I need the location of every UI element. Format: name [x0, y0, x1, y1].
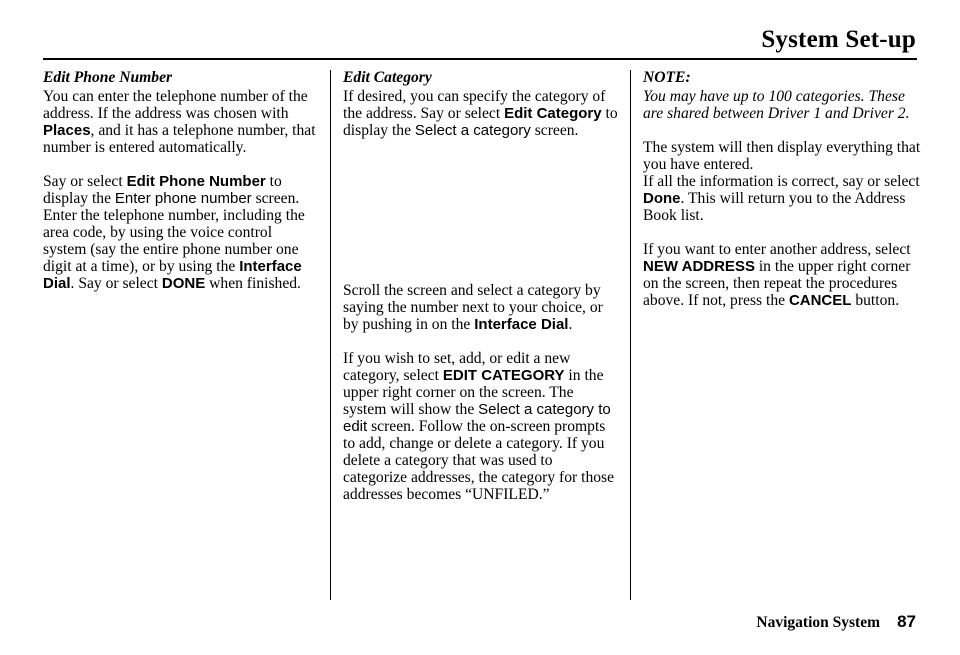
text: The system will then display everything that you have entered.	[643, 139, 921, 173]
ui-term-edit-phone-number: Edit Phone Number	[126, 173, 266, 190]
text: .	[568, 316, 573, 333]
ui-term-edit-category-caps: EDIT CATEGORY	[442, 367, 565, 384]
column-edit-phone-number	[43, 69, 318, 309]
paragraph-confirm	[643, 139, 921, 224]
text: in the upper right corner on the screen, then repeat the procedures above. If not, press the	[643, 258, 911, 309]
text: If you wish to set, add, or edit a new category, select	[343, 350, 571, 384]
ui-term-interface-dial: Interface Dial	[474, 316, 569, 333]
text: . Say or select	[70, 275, 162, 292]
column-divider	[630, 70, 631, 600]
text: to display the	[43, 173, 282, 207]
text: in the upper right corner on the screen. The system will show the	[343, 367, 604, 418]
text: If desired, you can specify the category of the address. Say or select	[343, 88, 606, 122]
text: If all the information is correct, say or select	[643, 173, 920, 190]
paragraph-phone-instructions	[43, 173, 318, 292]
text: . This will return you to the Address Book list.	[643, 190, 906, 224]
text: screen. Enter the telephone number, including the area code, by using the voice control system (say the entire phone number one digit at a time), or by using the	[43, 190, 305, 275]
paragraph-phone-intro	[43, 88, 318, 156]
text: button.	[851, 292, 900, 309]
text: when finished.	[205, 275, 301, 292]
column-note	[643, 69, 921, 326]
text: If you want to enter another address, select	[643, 241, 911, 258]
text: to display the	[343, 105, 618, 139]
text: Say or select	[43, 173, 127, 190]
ui-term-edit-category: Edit Category	[504, 105, 602, 122]
paragraph-category-intro	[343, 88, 618, 139]
text: You can enter the telephone number of the address. If the address was chosen with	[43, 88, 308, 122]
section-heading-edit-phone-number: Edit Phone Number	[43, 69, 173, 86]
note-label: NOTE:	[643, 69, 691, 86]
text: Scroll the screen and select a category by saying the number next to your choice, or by pushing in on the	[343, 282, 603, 333]
paragraph-category-scroll	[343, 282, 618, 333]
column-divider	[330, 70, 331, 600]
ui-term-interface-dial: Interface Dial	[43, 258, 302, 292]
ui-term-places: Places	[43, 122, 91, 139]
footer-label: Navigation System	[756, 614, 880, 631]
text: , and it has a telephone number, that number is entered automatically.	[43, 122, 316, 156]
paragraph-category-edit	[343, 350, 618, 503]
ui-term-cancel: CANCEL	[788, 292, 852, 309]
section-heading-edit-category: Edit Category	[343, 69, 432, 86]
page-number: 87	[897, 612, 916, 631]
column-edit-category	[343, 69, 618, 520]
ui-term-new-address: NEW ADDRESS	[643, 258, 755, 275]
text: screen. Follow the on-screen prompts to add, change or delete a category. If you delete a category that was used to categorize addresses, the category for those addresses becomes “UNFILED.”	[343, 418, 615, 503]
ui-term-enter-phone-number: Enter phone number	[114, 190, 252, 207]
header-divider	[43, 58, 917, 60]
paragraph-new-address	[643, 241, 921, 309]
page-title: System Set-up	[761, 26, 916, 53]
ui-term-done: Done	[643, 190, 681, 207]
ui-term-select-a-category: Select a category	[414, 122, 531, 139]
ui-term-done: DONE	[161, 275, 206, 292]
ui-term-select-category-to-edit: Select a category to edit	[343, 401, 611, 435]
note-body: You may have up to 100 categories. These are shared between Driver 1 and Driver 2.	[643, 88, 910, 122]
text: screen.	[530, 122, 579, 139]
figure-space	[343, 139, 618, 282]
